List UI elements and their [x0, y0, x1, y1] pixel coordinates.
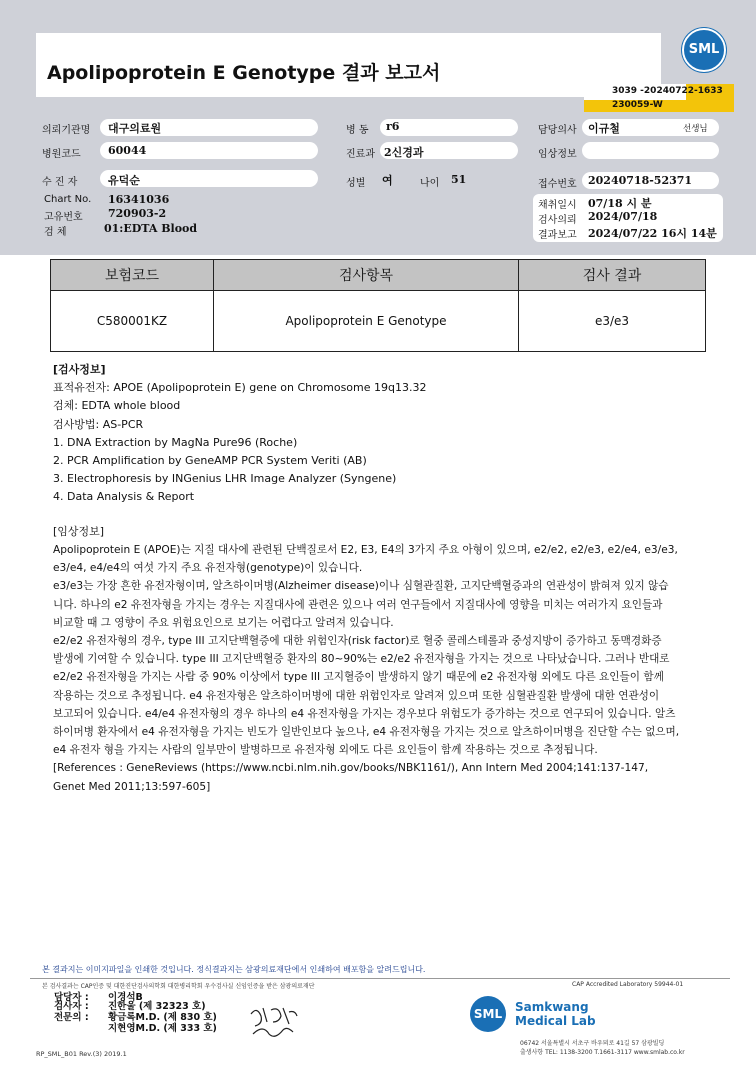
sex-value: 여 — [382, 174, 393, 187]
sign-name-manager: 이경석B — [108, 992, 143, 1003]
institution-value: 대구의료원 — [108, 122, 162, 135]
lab-phone: 출생사항 TEL: 1138-3200 T.1661-3117 www.smlab.co.kr — [520, 1049, 685, 1056]
clinical-line: Apolipoprotein E (APOE)는 지질 대사에 관련된 단백질로서 E2, E3, E4의 3가지 주요 아형이 있으며, e2/e2, e2/e3, e2/e4, e3/e3, — [53, 544, 678, 556]
signature-image — [245, 1000, 305, 1042]
test-info-line: 1. DNA Extraction by MagNa Pure96 (Roche) — [53, 435, 298, 449]
ward-value: r6 — [386, 120, 400, 133]
receipt-no: 20240718-52371 — [588, 174, 693, 187]
receipt-label: 접수번호 — [538, 179, 577, 190]
test-info-line: 4. Data Analysis & Report — [53, 490, 195, 504]
lab-address: 06742 서울특별시 서초구 바우뫼로 41길 57 삼광빌딩 — [520, 1040, 665, 1047]
clinical-pill — [582, 142, 719, 159]
tag-line-2: 230059-W — [612, 100, 663, 110]
sign-label-specialist: 전문의 : — [54, 1012, 89, 1023]
tag-line-1: 3039 -20240722-1633 — [612, 86, 723, 96]
clinical-line: e3/e3는 가장 흔한 유전자형이며, 알츠하이머병(Alzheimer disease)이나 심혈관질환, 고지단백혈증과의 연관성이 밝혀져 있지 않습 — [53, 580, 669, 593]
cell-code: C580001KZ — [51, 291, 214, 352]
test-info-line: 검사방법: AS-PCR — [53, 417, 144, 431]
clinical-line: e2/e2 유전자형을 가지는 사람 중 90% 이상에서 type III 고지혈증이 발생하지 않기 때문에 e2 유전자형 외에도 다른 요인들이 함께 — [53, 671, 664, 684]
age-label: 나이 — [420, 178, 440, 189]
clinical-line: 발생에 기여할 수 있습니다. type III 고지단백혈증 환자의 80~90%는 e2/e2 유전자형을 가지는 것으로 나타났습니다. 그러나 반대로 — [53, 653, 670, 666]
clinical-line: Genet Med 2011;13:597-605] — [53, 780, 211, 793]
id-label: 고유번호 — [44, 212, 83, 223]
sign-label-tester: 검사자 : — [54, 1001, 89, 1012]
header-item: 검사항목 — [214, 260, 519, 291]
specimen-label: 검 체 — [44, 227, 67, 238]
table-row — [51, 291, 706, 352]
ward-pill — [380, 119, 518, 136]
dept-value: 2신경과 — [384, 146, 424, 159]
test-info-heading: [검사정보] — [53, 363, 106, 376]
sign-name-specialist-2: 지현영M.D. (제 333 호) — [108, 1023, 217, 1034]
hospital-code-label: 병원코드 — [42, 149, 81, 160]
doctor-name: 이규철 — [588, 122, 620, 135]
sign-label-manager: 담당자 : — [54, 992, 89, 1003]
report-label: 결과보고 — [538, 230, 577, 241]
legal-line: 본 검사결과는 CAP인증 및 대한진단검사의학회 대한병리학회 우수검사실 신임인증을 받은 삼광의료재단 — [42, 983, 315, 990]
result-table — [50, 259, 706, 352]
collect-value: 07/18 시 분 — [588, 197, 652, 210]
clinical-line: 비교할 때 그 영향이 주요 위험요인으로 보기는 어렵다고 알려져 있습니다. — [53, 616, 394, 629]
header-result: 검사 결과 — [519, 260, 706, 291]
test-info-line: 2. PCR Amplification by GeneAMP PCR System Veriti (AB) — [53, 454, 367, 468]
test-info-line: 검체: EDTA whole blood — [53, 399, 181, 413]
clinical-line: 작용하는 것으로 추정됩니다. e4 유전자형은 알츠하이머병에 대한 위험인자로 알려져 있으며 또한 심혈관질환 발생에 대한 연관성이 — [53, 689, 660, 702]
clinical-line: 보고되어 있습니다. e4/e4 유전자형의 경우 하나의 e4 유전자형을 가지는 경우보다 위험도가 증가하는 것으로 연구되어 있습니다. 알츠 — [53, 707, 676, 720]
lab-name — [515, 1000, 596, 1028]
test-info-line: 표적유전자: APOE (Apolipoprotein E) gene on Chromosome 19q13.32 — [53, 381, 427, 395]
report-title: Apolipoprotein E Genotype 결과 보고서 — [47, 62, 441, 84]
doctor-label: 담당의사 — [538, 125, 577, 136]
doctor-suffix: 선생님 — [683, 124, 708, 134]
clinical-line: e3/e4, e4/e4의 여섯 가지 주요 유전자형(genotype)이 있습니다. — [53, 562, 363, 575]
clinical-line: e2/e2 유전자형의 경우, type III 고지단백혈증에 대한 위험인자(risk factor)로 혈중 콜레스테롤과 중성지방이 증가하고 동맥경화증 — [53, 635, 662, 648]
patient-label: 수 진 자 — [42, 177, 78, 188]
dept-label: 진료과 — [346, 149, 375, 160]
lab-name-line-2: Medical Lab — [515, 1014, 596, 1028]
sml-logo: SML — [682, 28, 726, 72]
institution-label: 의뢰기관명 — [42, 125, 91, 136]
clinical-label: 임상정보 — [538, 149, 577, 160]
sign-name-tester: 진한울 (제 32323 호) — [108, 1001, 206, 1012]
chart-label: Chart No. — [44, 194, 92, 205]
clinical-line: 니다. 하나의 e2 유전자형을 가지는 경우는 지질대사에 관련은 있으나 여러 연구들에서 지질대사에 영향을 미치는 여러가지 요인들과 — [53, 598, 663, 611]
specimen-value: 01:EDTA Blood — [104, 222, 198, 235]
id-no: 720903-2 — [108, 207, 167, 220]
chart-no: 16341036 — [108, 193, 170, 206]
lab-name-line-1: Samkwang — [515, 1000, 589, 1014]
footer-notice: 본 결과지는 이미지파일을 인쇄한 것입니다. 정식결과지는 삼광의료재단에서 인쇄하여 배포함을 알려드립니다. — [42, 965, 426, 974]
patient-name: 유덕순 — [108, 174, 140, 187]
clinical-line: e4 유전자 형을 가지는 사람의 일부만이 발병하므로 유전자형 외에도 다른 요인들이 함께 작용하는 것으로 추정됩니다. — [53, 744, 598, 757]
age-value: 51 — [451, 173, 467, 186]
cap-line: CAP Accredited Laboratory 59944-01 — [572, 981, 684, 988]
test-info-section — [53, 361, 427, 507]
clinical-line: 하이머병 환자에서 e4 유전자형을 가지는 빈도가 일반인보다 높으나, e4 유전자형을 가지는 것으로 알츠하이머병을 진단할 수는 없으며, — [53, 726, 680, 739]
sml-bottom-logo: SML — [470, 996, 506, 1032]
request-label: 검사의뢰 — [538, 215, 577, 226]
sign-name-specialist-1: 황금록M.D. (제 830 호) — [108, 1012, 217, 1023]
cell-result: e3/e3 — [519, 291, 706, 352]
form-code: RP_SML_B01 Rev.(3) 2019.1 — [36, 1050, 127, 1058]
test-info-line: 3. Electrophoresis by INGenius LHR Image Analyzer (Syngene) — [53, 472, 397, 486]
report-value: 2024/07/22 16시 14분 — [588, 227, 717, 240]
footer-divider — [30, 978, 730, 979]
hospital-code-value: 60044 — [108, 144, 147, 157]
clinical-line: [References : GeneReviews (https://www.ncbi.nlm.nih.gov/books/NBK1161/), Ann Intern Med 2004;141:137-147, — [53, 762, 649, 775]
clinical-info-heading: [임상정보] — [53, 525, 105, 538]
request-value: 2024/07/18 — [588, 210, 658, 223]
cell-item: Apolipoprotein E Genotype — [214, 291, 519, 352]
ward-label: 병 동 — [346, 125, 369, 136]
header-code: 보험코드 — [51, 260, 214, 291]
collect-label: 채취일시 — [538, 200, 577, 211]
clinical-info-body — [53, 541, 738, 796]
sex-label: 성별 — [346, 178, 366, 189]
